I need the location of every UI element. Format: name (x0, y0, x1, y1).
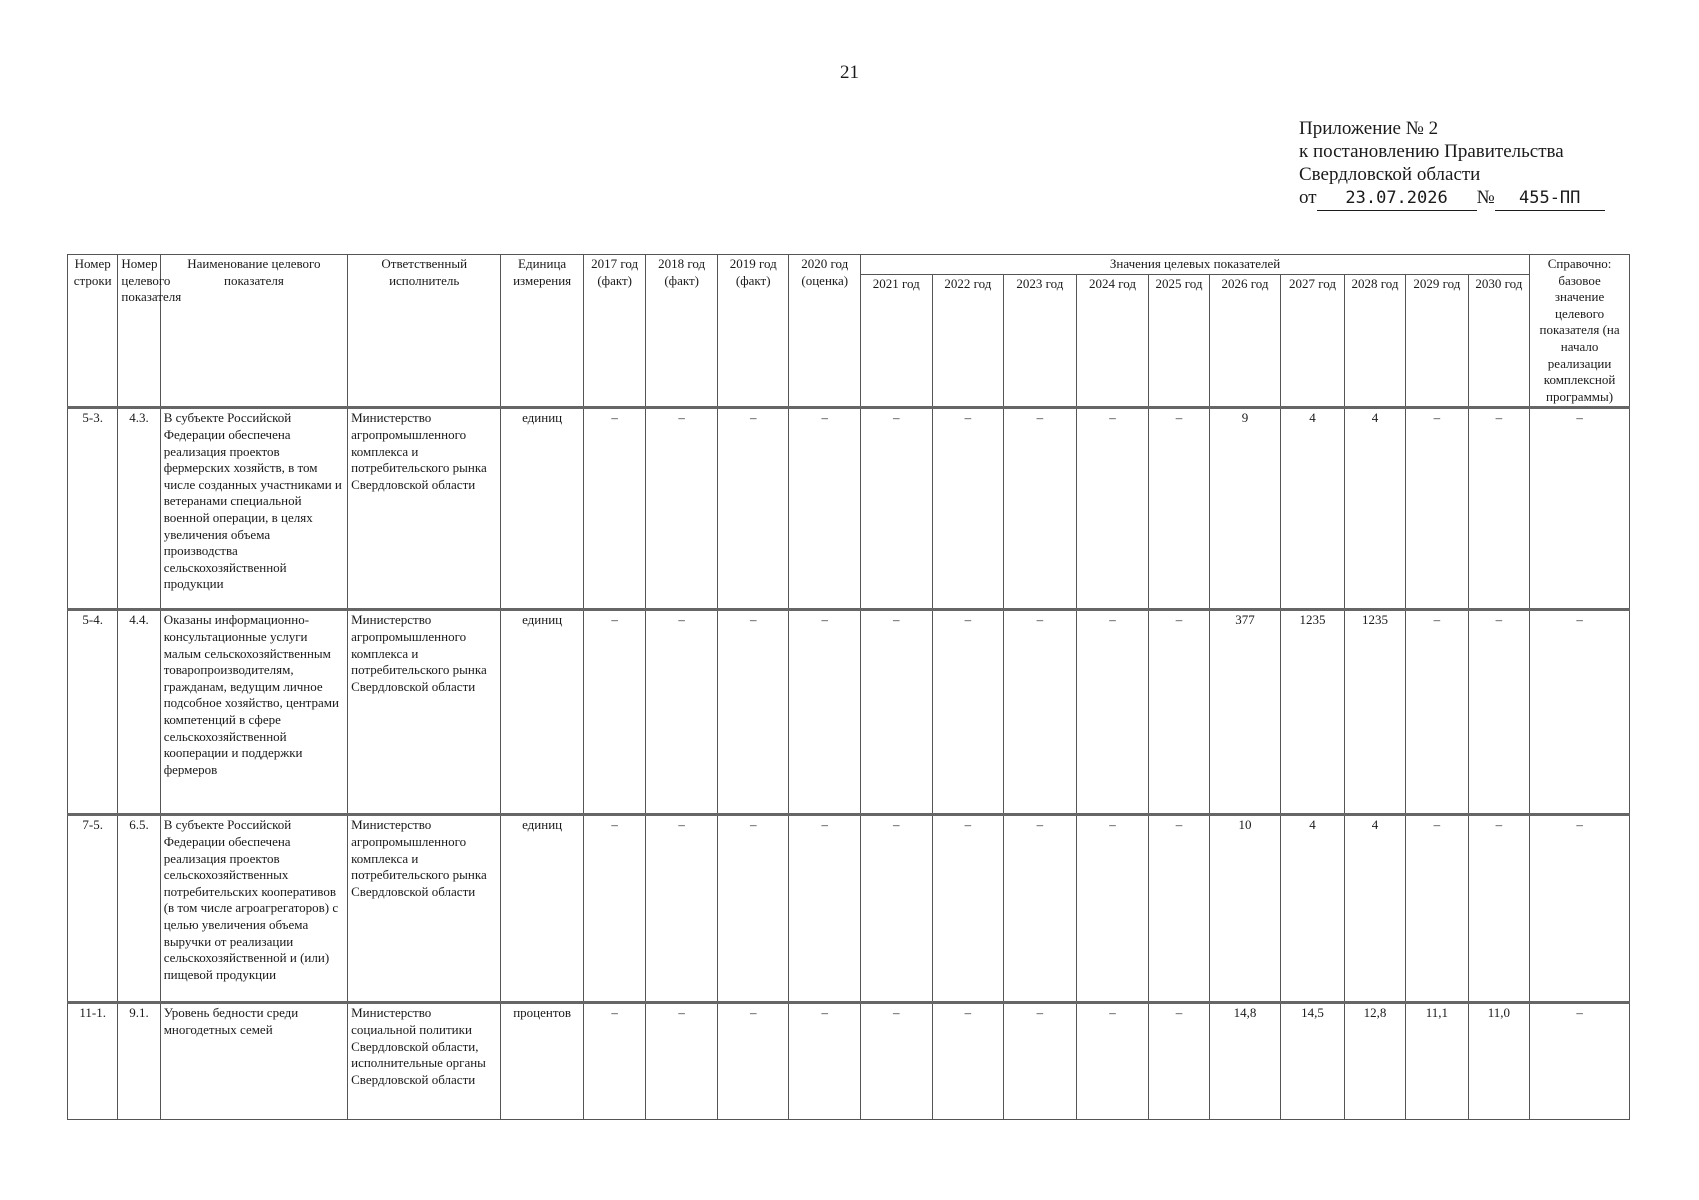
header-reference-base-value: Справочно: базовое значение целевого показателя (на начало реализации комплексной программы) (1530, 255, 1630, 408)
value-cell: – (1468, 408, 1529, 610)
value-cell: – (1004, 1003, 1077, 1120)
executor: Министерство агропромышленного комплекса и потребительского рынка Свердловской области (348, 815, 501, 1003)
resolution-date: 23.07.2026 (1317, 187, 1477, 211)
value-cell: 4 (1281, 815, 1344, 1003)
header-year: 2024 год (1076, 275, 1149, 408)
value-cell: – (1468, 610, 1529, 815)
value-cell: – (646, 408, 718, 610)
number-label: № (1476, 187, 1495, 208)
value-cell: 12,8 (1344, 1003, 1405, 1120)
header-year: 2023 год (1004, 275, 1077, 408)
header-year: 2026 год (1209, 275, 1281, 408)
header-year: 2021 год (861, 275, 933, 408)
header-executor: Ответственный исполнитель (348, 255, 501, 408)
value-cell: – (861, 815, 933, 1003)
value-cell: – (1076, 815, 1149, 1003)
value-cell: – (861, 610, 933, 815)
table-row (68, 610, 1630, 815)
reference-value: – (1530, 610, 1630, 815)
header-year: 2029 год (1406, 275, 1468, 408)
value-cell: – (1004, 610, 1077, 815)
value-cell: – (717, 1003, 789, 1120)
value-cell: – (583, 408, 645, 610)
header-year: 2027 год (1281, 275, 1344, 408)
value-cell: – (717, 408, 789, 610)
indicator-name: В субъекте Российской Федерации обеспечена реализация проектов сельскохозяйственных потребительских кооперативов (в том числе агроагрегаторов) с целью увеличения объема выручки от реализации сельскохозяйственной и (или) пищевой продукции (160, 815, 347, 1003)
table-row (68, 1003, 1630, 1120)
page-number: 21 (840, 62, 859, 83)
value-cell: – (932, 610, 1004, 815)
header-target-values-group: Значения целевых показателей (861, 255, 1530, 275)
value-cell: 9 (1209, 408, 1281, 610)
header-target-number: Номер целевого показателя (118, 255, 160, 408)
value-cell: 11,1 (1406, 1003, 1468, 1120)
value-cell: – (583, 815, 645, 1003)
value-cell: – (789, 610, 861, 815)
header-year: 2030 год (1468, 275, 1529, 408)
table-row (68, 815, 1630, 1003)
value-cell: – (1149, 610, 1209, 815)
value-cell: – (646, 1003, 718, 1120)
value-cell: – (1076, 1003, 1149, 1120)
appendix-date-line (1299, 186, 1629, 211)
value-cell: – (932, 815, 1004, 1003)
value-cell: – (1149, 1003, 1209, 1120)
header-year: 2022 год (932, 275, 1004, 408)
value-cell: 14,5 (1281, 1003, 1344, 1120)
header-2018: 2018 год (факт) (646, 255, 718, 408)
value-cell: 4 (1344, 815, 1405, 1003)
value-cell: – (717, 610, 789, 815)
resolution-number: 455-ПП (1495, 187, 1605, 211)
reference-value: – (1530, 1003, 1630, 1120)
appendix-title: Приложение № 2 (1299, 118, 1439, 139)
value-cell: – (1004, 815, 1077, 1003)
value-cell: – (1468, 815, 1529, 1003)
table-row (68, 408, 1630, 610)
target-number: 9.1. (118, 1003, 160, 1120)
target-number: 4.4. (118, 610, 160, 815)
target-number: 4.3. (118, 408, 160, 610)
value-cell: 4 (1344, 408, 1405, 610)
value-cell: – (789, 408, 861, 610)
value-cell: 1235 (1281, 610, 1344, 815)
target-indicators-table (67, 254, 1630, 1120)
indicator-name: В субъекте Российской Федерации обеспечена реализация проектов фермерских хозяйств, в том числе созданных участниками и ветеранами специальной военной операции, в целях увеличения объема производства сельскохозяйственной продукции (160, 408, 347, 610)
value-cell: – (1076, 610, 1149, 815)
row-number: 11-1. (68, 1003, 118, 1120)
value-cell: – (717, 815, 789, 1003)
executor: Министерство агропромышленного комплекса и потребительского рынка Свердловской области (348, 610, 501, 815)
appendix-line-3: Свердловской области (1299, 164, 1481, 185)
unit: процентов (501, 1003, 584, 1120)
executor: Министерство социальной политики Свердловской области, исполнительные органы Свердловской области (348, 1003, 501, 1120)
value-cell: – (932, 408, 1004, 610)
appendix-line-2: к постановлению Правительства (1299, 141, 1564, 162)
indicator-name: Оказаны информационно-консультационные услуги малым сельскохозяйственным товаропроизводителям, гражданам, ведущим личное подсобное хозяйство, центрами компетенций в сфере сельскохозяйственной кооперации и поддержки фермеров (160, 610, 347, 815)
indicator-name: Уровень бедности среди многодетных семей (160, 1003, 347, 1120)
value-cell: – (646, 815, 718, 1003)
header-indicator-name: Наименование целевого показателя (160, 255, 347, 408)
value-cell: 1235 (1344, 610, 1405, 815)
unit: единиц (501, 610, 584, 815)
row-number: 5-3. (68, 408, 118, 610)
reference-value: – (1530, 408, 1630, 610)
appendix-block (1299, 117, 1629, 211)
value-cell: – (583, 1003, 645, 1120)
unit: единиц (501, 408, 584, 610)
header-2017: 2017 год (факт) (583, 255, 645, 408)
row-number: 7-5. (68, 815, 118, 1003)
value-cell: – (861, 1003, 933, 1120)
target-number: 6.5. (118, 815, 160, 1003)
value-cell: – (789, 815, 861, 1003)
value-cell: – (583, 610, 645, 815)
value-cell: – (1406, 815, 1468, 1003)
from-label: от (1299, 187, 1317, 208)
row-number: 5-4. (68, 610, 118, 815)
value-cell: – (1406, 408, 1468, 610)
header-year: 2028 год (1344, 275, 1405, 408)
header-year: 2025 год (1149, 275, 1209, 408)
value-cell: 4 (1281, 408, 1344, 610)
value-cell: – (1149, 408, 1209, 610)
value-cell: – (1406, 610, 1468, 815)
value-cell: – (1076, 408, 1149, 610)
value-cell: – (932, 1003, 1004, 1120)
header-2019: 2019 год (факт) (717, 255, 789, 408)
header-unit: Единица измерения (501, 255, 584, 408)
value-cell: 11,0 (1468, 1003, 1529, 1120)
value-cell: 14,8 (1209, 1003, 1281, 1120)
executor: Министерство агропромышленного комплекса и потребительского рынка Свердловской области (348, 408, 501, 610)
value-cell: 10 (1209, 815, 1281, 1003)
value-cell: 377 (1209, 610, 1281, 815)
value-cell: – (789, 1003, 861, 1120)
value-cell: – (1149, 815, 1209, 1003)
unit: единиц (501, 815, 584, 1003)
reference-value: – (1530, 815, 1630, 1003)
header-2020: 2020 год (оценка) (789, 255, 861, 408)
header-row-1 (68, 255, 1630, 275)
header-row-number: Номер строки (68, 255, 118, 408)
value-cell: – (861, 408, 933, 610)
value-cell: – (646, 610, 718, 815)
value-cell: – (1004, 408, 1077, 610)
